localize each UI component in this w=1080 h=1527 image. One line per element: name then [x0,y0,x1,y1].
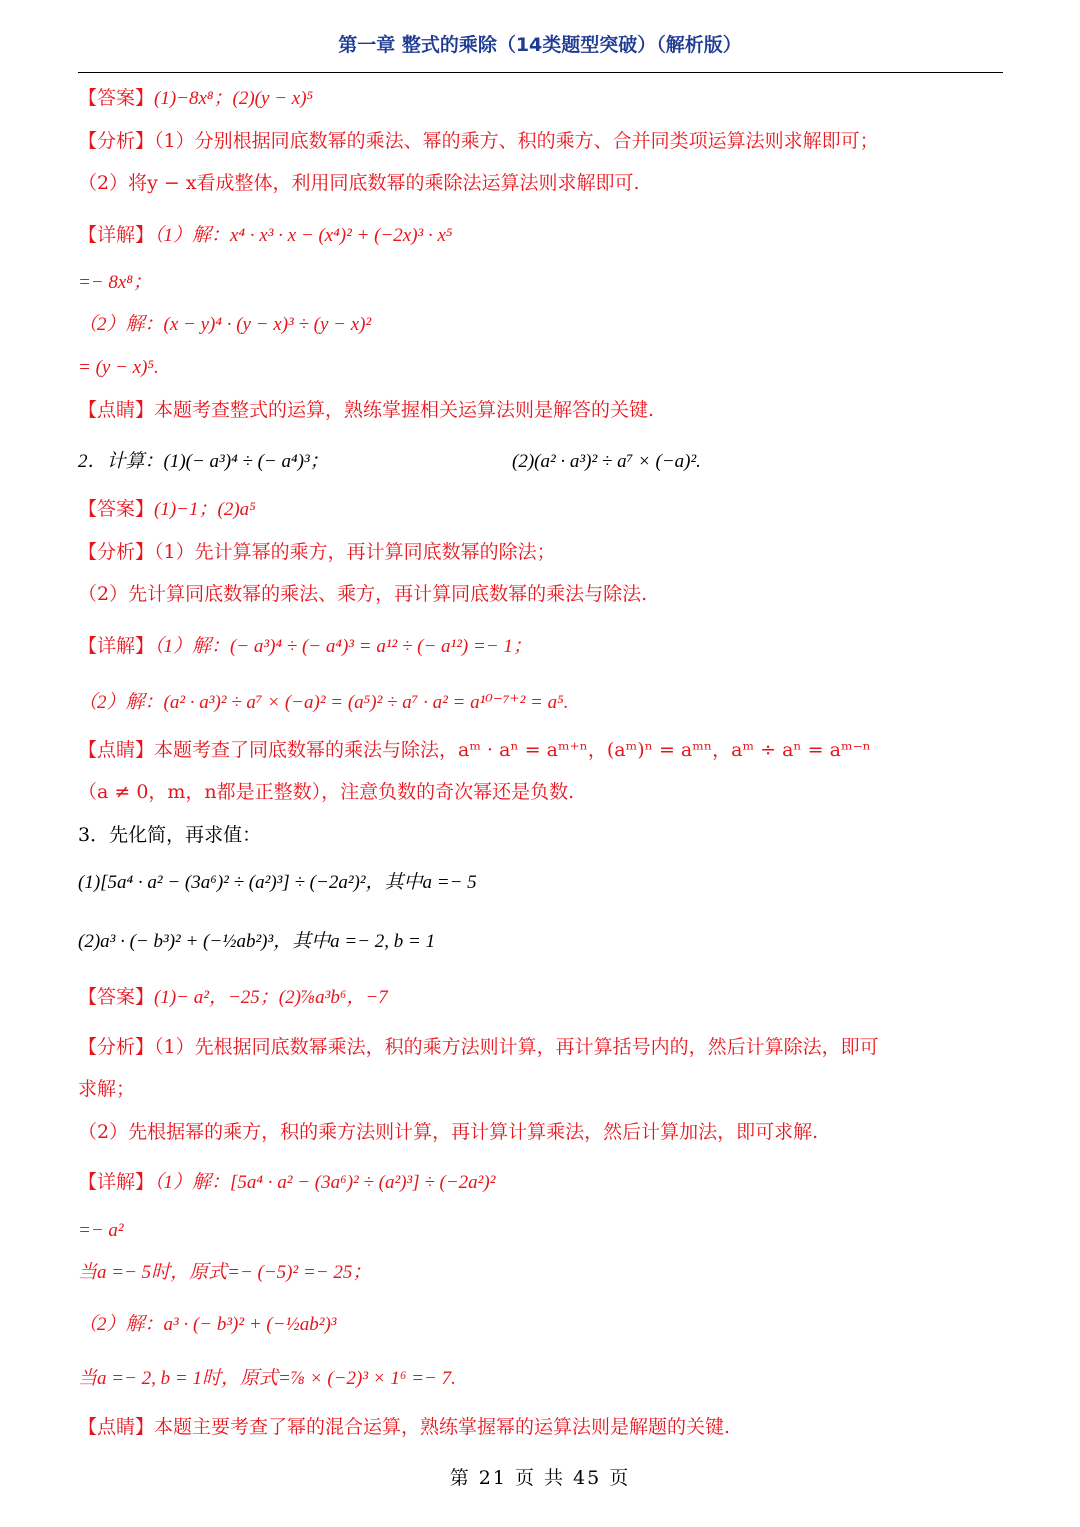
answer-line-q1 [78,85,1008,112]
analysis-label: 【分析】 [78,1036,155,1058]
answer-label: 【答案】 [78,498,155,520]
comment-line-q3 [78,1414,1008,1440]
detail-line-q3 [78,1169,1008,1196]
detail-step: = (y − x)⁵. [78,357,159,378]
analysis-label: 【分析】 [78,130,155,152]
detail-line-q1 [78,222,1008,249]
comment-line-q2-2: （a ≠ 0，m，n都是正整数），注意负数的奇次幂还是负数. [78,781,575,803]
page-header-title: 第一章 整式的乘除（14类题型突破）（解析版） [338,34,742,56]
comment-text: 本题考查整式的运算，熟练掌握相关运算法则是解答的关键. [154,399,655,421]
analysis-line-q3 [78,1034,1008,1060]
analysis-text: （1）分别根据同底数幂的乘法、幂的乘方、积的乘方、合并同类项运算法则求解即可； [154,130,879,152]
detail-label: 【详解】 [78,224,155,246]
detail-step: =− a² [78,1220,124,1241]
comment-label: 【点睛】 [78,1416,155,1438]
page-footer: 第 21 页 共 45 页 [449,1467,631,1489]
answer-text: (1)−1；(2)a⁵ [154,499,256,520]
analysis-line-q2 [78,539,1008,565]
answer-label: 【答案】 [78,986,155,1008]
answer-text: (1)− a²，−25；(2)⅞a³b⁶，−7 [154,987,388,1008]
analysis-line-q1 [78,128,1008,154]
detail-step: =− 8x⁸； [78,272,152,293]
comment-label: 【点睛】 [78,739,155,761]
comment-line-q1 [78,397,1008,423]
analysis-line-q3-2: 求解； [78,1078,136,1100]
comment-line-q2 [78,737,1008,763]
analysis-text: （1）先根据同底数幂乘法，积的乘方法则计算，再计算括号内的，然后计算除法，即可 [154,1036,879,1058]
question-2-part-1: 2．计算：(1)(− a³)⁴ ÷ (− a⁴)³； [78,451,329,472]
detail-text: （1）解：(− a³)⁴ ÷ (− a⁴)³ = a¹² ÷ (− a¹²) =− 1； [154,636,532,657]
question-3-title: 3．先化简，再求值： [78,824,262,846]
comment-label: 【点睛】 [78,399,155,421]
detail-text: （1）解：x⁴ · x³ · x − (x⁴)² + (−2x)³ · x⁵ [154,225,453,246]
analysis-text: （1）先计算幂的乘方，再计算同底数幂的除法； [154,541,556,563]
detail-line-q2 [78,633,1008,660]
analysis-label: 【分析】 [78,541,155,563]
answer-text: (1)−8x⁸；(2)(y − x)⁵ [154,88,314,109]
detail-step: 当a =− 5时，原式=− (−5)² =− 25； [78,1262,372,1283]
detail-step: （2）解：(a² · a³)² ÷ a⁷ × (−a)² = (a⁵)² ÷ a⁷ · a² = a¹⁰⁻⁷⁺² = a⁵. [78,692,569,713]
answer-label: 【答案】 [78,87,155,109]
comment-text: 本题考查了同底数幂的乘法与除法，aᵐ · aⁿ = aᵐ⁺ⁿ，(aᵐ)ⁿ = aᵐⁿ，aᵐ ÷ aⁿ = aᵐ⁻ⁿ [154,739,871,761]
question-3-part-2: (2)a³ · (− b³)² + (−½ab²)³，其中a =− 2, b = 1 [78,931,436,952]
answer-line-q2 [78,496,1008,523]
detail-label: 【详解】 [78,1171,155,1193]
detail-step: （2）解：a³ · (− b³)² + (−½ab²)³ [78,1314,337,1335]
detail-step: （2）解：(x − y)⁴ · (y − x)³ ÷ (y − x)² [78,314,372,335]
analysis-line-q3-3: （2）先根据幂的乘方，积的乘方法则计算，再计算计算乘法，然后计算加法，即可求解. [78,1121,819,1143]
analysis-line-q2-2: （2）先计算同底数幂的乘法、乘方，再计算同底数幂的乘法与除法. [78,583,648,605]
answer-line-q3 [78,984,1008,1011]
comment-text: 本题主要考查了幂的混合运算，熟练掌握幂的运算法则是解题的关键. [154,1416,731,1438]
detail-step: 当a =− 2, b = 1时，原式=⅞ × (−2)³ × 1⁶ =− 7. [78,1368,456,1389]
analysis-line-q1-2: （2）将y − x看成整体，利用同底数幂的乘除法运算法则求解即可. [78,172,640,194]
detail-text: （1）解：[5a⁴ · a² − (3a⁶)² ÷ (a²)³] ÷ (−2a²)² [154,1172,496,1193]
detail-label: 【详解】 [78,635,155,657]
question-3-part-1: (1)[5a⁴ · a² − (3a⁶)² ÷ (a²)³] ÷ (−2a²)²，其中a =− 5 [78,872,477,893]
header-divider [78,72,1003,73]
question-2-part-2: (2)(a² · a³)² ÷ a⁷ × (−a)². [512,451,701,472]
